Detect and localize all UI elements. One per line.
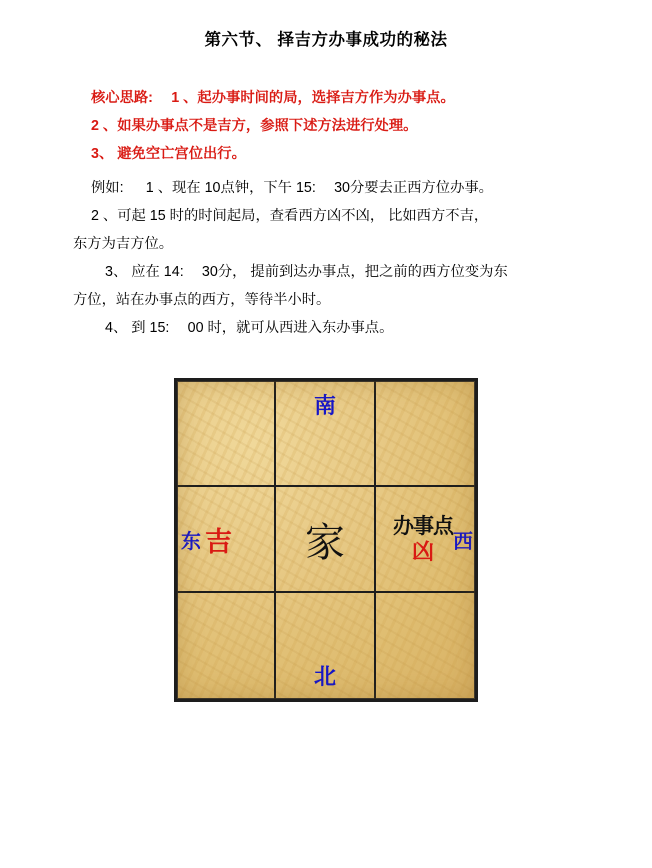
grid-cell-middle-right bbox=[376, 487, 475, 593]
grid-cell-bottom-left bbox=[177, 593, 276, 699]
grid-cell-top-right bbox=[376, 381, 475, 487]
nine-palace-grid bbox=[174, 378, 478, 702]
inauspicious-mark: 凶 bbox=[411, 538, 434, 564]
home-label: 家 bbox=[304, 519, 345, 565]
page-title: 第六节、 择吉方办事成功的秘法 bbox=[204, 31, 448, 49]
auspicious-mark: 吉 bbox=[205, 526, 232, 557]
grid-cell-top-left bbox=[177, 381, 276, 487]
nine-palace-diagram bbox=[0, 378, 652, 702]
paragraph-rule-3: 3、 避免空亡宫位出行。 bbox=[91, 146, 246, 162]
task-point-group bbox=[393, 516, 453, 563]
direction-label-south: 南 bbox=[313, 393, 336, 418]
paragraph-example-3b: 方位，站在办事点的西方，等待半小时。 bbox=[73, 292, 331, 308]
grid-cell-center bbox=[276, 487, 375, 593]
direction-label-north: 北 bbox=[313, 664, 336, 689]
direction-label-west: 西 bbox=[453, 530, 473, 553]
task-point-label: 办事点 bbox=[393, 514, 453, 538]
grid-cell-top-center bbox=[276, 381, 375, 487]
grid-cell-bottom-center bbox=[276, 593, 375, 699]
paragraph-core-idea: 核心思路: 1 、起办事时间的局，选择吉方作为办事点。 bbox=[91, 90, 455, 106]
document-body bbox=[73, 50, 561, 342]
paragraph-example-2b: 东方为吉方位。 bbox=[73, 236, 174, 252]
paragraph-example-1: 例如: 1 、现在 10点钟，下午 15: 30分要去正西方位办事。 bbox=[91, 180, 493, 196]
paragraph-example-3a: 3、 应在 14: 30分， 提前到达办事点，把之前的西方位变为东 bbox=[105, 264, 508, 280]
paragraph-example-4: 4、 到 15: 00 时，就可从西进入东办事点。 bbox=[105, 320, 394, 336]
paragraph-example-2a: 2 、可起 15 时的时间起局，查看西方凶不凶， 比如西方不吉， bbox=[91, 208, 489, 224]
grid-cell-bottom-right bbox=[376, 593, 475, 699]
grid-cell-middle-left bbox=[177, 487, 276, 593]
paragraph-rule-2: 2 、如果办事点不是吉方，参照下述方法进行处理。 bbox=[91, 118, 418, 134]
direction-label-east: 东 bbox=[181, 530, 201, 553]
